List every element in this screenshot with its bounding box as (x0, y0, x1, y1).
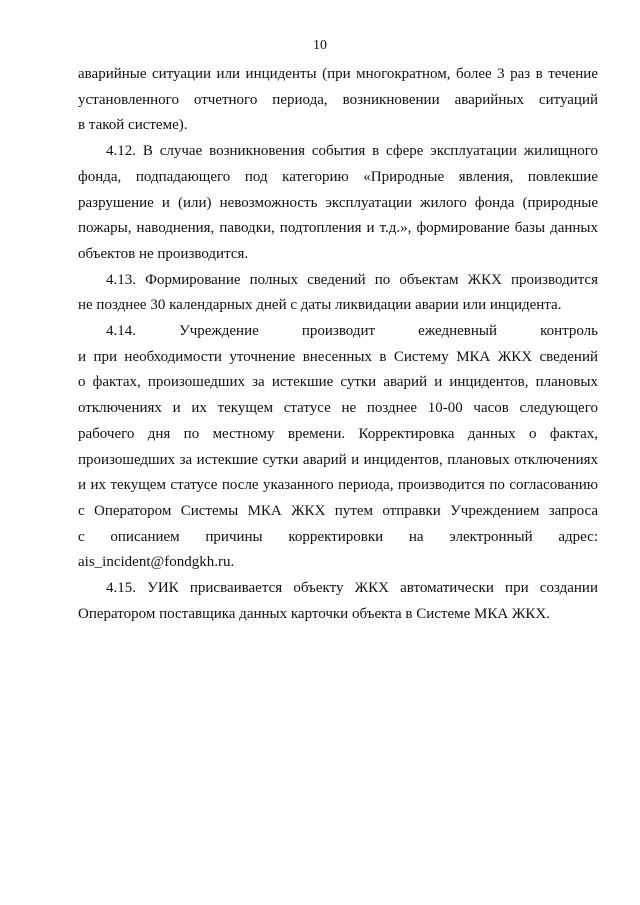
text-line: произошедших за истекшие сутки аварий и инцидентов, плановых отключениях (78, 451, 598, 468)
paragraph-4-14 (78, 319, 598, 576)
text-line: рабочего дня по местному времени. Корректировка данных о фактах, (78, 425, 598, 442)
paragraph-4-15 (78, 576, 598, 627)
text-line: и их текущем статусе после указанного периода, производится по согласованию (78, 477, 598, 494)
text-line: 4.13. Формирование полных сведений по объектам ЖКХ производится (106, 271, 598, 288)
text-line: о фактах, произошедших за истекшие сутки аварий и инцидентов, плановых (78, 374, 598, 391)
text-line: установленного отчетного периода, возникновении аварийных ситуаций (78, 91, 598, 108)
email-address: ais_incident@fondgkh.ru. (78, 554, 235, 571)
text-line: не позднее 30 календарных дней с даты ликвидации аварии или инцидента. (78, 297, 562, 314)
text-line: с описанием причины корректировки на электронный адрес: (78, 528, 598, 545)
text-line: в такой системе). (78, 117, 188, 134)
text-line: отключениях и их текущем статусе не позднее 10-00 часов следующего (78, 400, 598, 417)
text-line: объектов не производится. (78, 245, 249, 262)
document-body (78, 62, 598, 627)
text-line: фонда, подпадающего под категорию «Природные явления, повлекшие (78, 168, 598, 185)
text-line: разрушение и (или) невозможность эксплуатации жилого фонда (природные (78, 194, 598, 211)
text-line: 4.15. УИК присваивается объекту ЖКХ автоматически при создании (106, 580, 598, 597)
text-line: аварийные ситуации или инциденты (при многократном, более 3 раз в течение (78, 66, 598, 82)
paragraph-4-13 (78, 268, 598, 319)
page-number: 10 (313, 38, 327, 53)
text-line: 4.12. В случае возникновения события в сфере эксплуатации жилищного (106, 143, 598, 160)
text-line: 4.14. Учреждение производит ежедневный контроль (106, 323, 598, 340)
text-line: и при необходимости уточнение внесенных в Систему МКА ЖКХ сведений (78, 348, 598, 365)
paragraph-4-12 (78, 139, 598, 268)
text-line: с Оператором Системы МКА ЖКХ путем отправки Учреждением запроса (78, 502, 598, 519)
text-line: Оператором поставщика данных карточки объекта в Системе МКА ЖКХ. (78, 605, 550, 622)
paragraph-continuation (78, 62, 598, 139)
text-line: пожары, наводнения, паводки, подтопления и т.д.», формирование базы данных (78, 220, 598, 237)
